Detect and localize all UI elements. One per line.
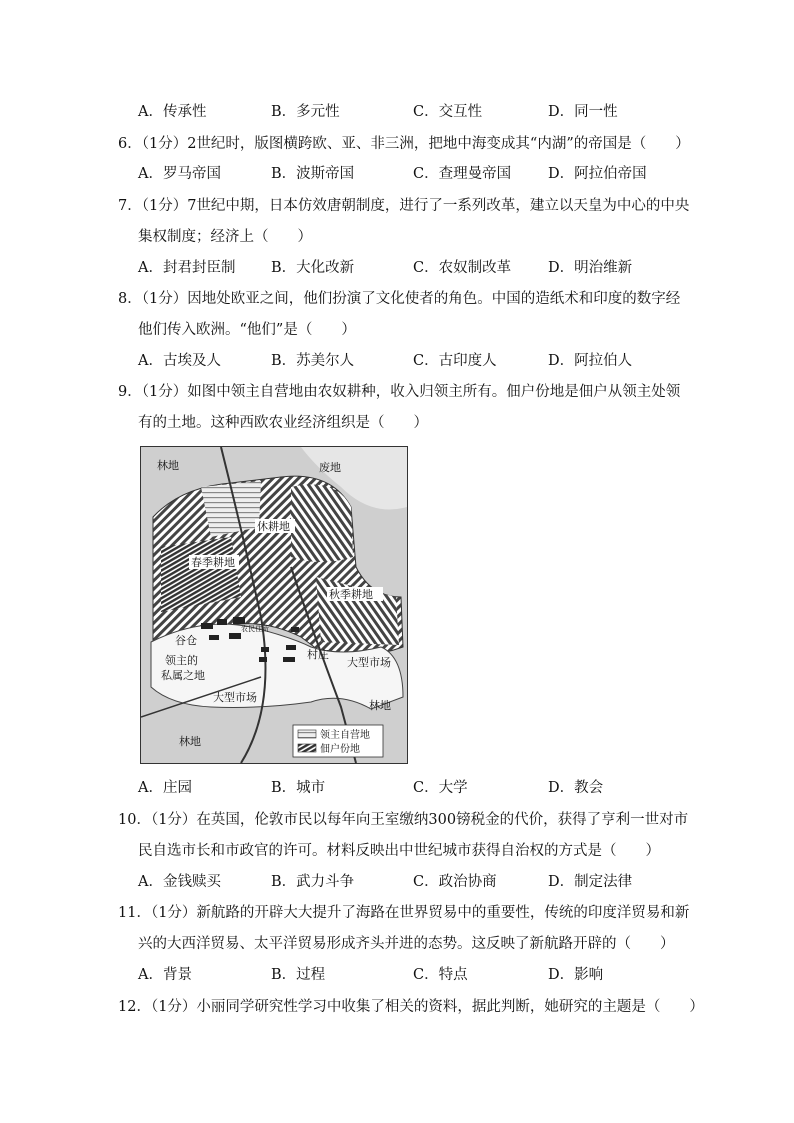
q9-stem-line1: 9．（1分）如图中领主自营地由农奴耕种，收入归领主所有。佃户份地是佃户从领主处领 — [118, 384, 681, 400]
label-market-2: 大型市场 — [213, 691, 257, 704]
q10-stem-line1: 10．（1分）在英国，伦敦市民以每年向王室缴纳300镑税金的代价，获得了亨利一世对市 — [118, 812, 689, 828]
q10-option-a[interactable]: A．金钱赎买 — [138, 874, 221, 890]
q8-option-a[interactable]: A．古埃及人 — [138, 353, 221, 369]
q11-option-d[interactable]: D．影响 — [548, 967, 604, 983]
legend-swatch-tenant — [298, 744, 316, 752]
label-market-1: 大型市场 — [347, 656, 391, 669]
q10-option-d[interactable]: D．制定法律 — [548, 874, 633, 890]
q6-option-d[interactable]: D．阿拉伯帝国 — [548, 166, 647, 182]
q7-stem-line1: 7．（1分）7世纪中期，日本仿效唐朝制度，进行了一系列改革，建立以天皇为中心的中央 — [118, 198, 690, 214]
q11-option-b[interactable]: B．过程 — [271, 967, 326, 983]
q11-stem-line1: 11．（1分）新航路的开辟大大提升了海路在世界贸易中的重要性，传统的印度洋贸易和新 — [118, 905, 690, 921]
label-fallow: 休耕地 — [257, 520, 290, 533]
q10-option-c[interactable]: C．政治协商 — [413, 874, 497, 890]
manor-map — [140, 446, 408, 764]
q10-option-b[interactable]: B．武力斗争 — [271, 874, 355, 890]
label-spring: 春季耕地 — [191, 556, 235, 569]
label-peasant-dwellings: 农民住所 — [241, 625, 269, 633]
q10-stem-line2: 民自选市长和市政官的许可。材料反映出中世纪城市获得自治权的方式是（ ） — [138, 843, 660, 859]
label-village: 村庄 — [307, 648, 329, 661]
q11-option-c[interactable]: C．特点 — [413, 967, 468, 983]
label-forest-1: 林地 — [157, 459, 179, 472]
q8-stem-line1: 8．（1分）因地处欧亚之间，他们扮演了文化使者的角色。中国的造纸术和印度的数字经 — [118, 291, 681, 307]
q8-option-d[interactable]: D．阿拉伯人 — [548, 353, 633, 369]
legend-swatch-demesne — [298, 730, 316, 738]
q7-stem-line2: 集权制度；经济上（ ） — [138, 229, 312, 245]
q9-option-c[interactable]: C．大学 — [413, 780, 468, 796]
label-autumn: 秋季耕地 — [329, 588, 373, 601]
q8-option-b[interactable]: B．苏美尔人 — [271, 353, 355, 369]
q8-option-c[interactable]: C．古印度人 — [413, 353, 497, 369]
q9-option-b[interactable]: B．城市 — [271, 780, 326, 796]
label-wasteland: 废地 — [319, 461, 341, 474]
q9-option-d[interactable]: D．教会 — [548, 780, 604, 796]
q7-option-d[interactable]: D．明治维新 — [548, 260, 633, 276]
q11-option-a[interactable]: A．背景 — [138, 967, 192, 983]
q11-stem-line2: 兴的大西洋贸易、太平洋贸易形成齐头并进的态势。这反映了新航路开辟的（ ） — [138, 936, 675, 952]
q7-option-c[interactable]: C．农奴制改革 — [413, 260, 512, 276]
q6-option-b[interactable]: B．波斯帝国 — [271, 166, 355, 182]
legend-demesne-label: 领主自营地 — [320, 730, 370, 741]
q8-stem-line2: 他们传入欧洲。“他们”是（ ） — [138, 322, 356, 338]
q5-option-b[interactable]: B．多元性 — [271, 104, 340, 120]
q7-option-b[interactable]: B．大化改新 — [271, 260, 355, 276]
q5-option-d[interactable]: D．同一性 — [548, 104, 618, 120]
legend-tenant-label: 佃户份地 — [320, 744, 360, 755]
label-forest-2: 林地 — [369, 699, 391, 712]
q6-stem: 6．（1分）2世纪时，版图横跨欧、亚、非三洲，把地中海变成其“内湖”的帝国是（ ） — [118, 136, 690, 152]
label-forest-3: 林地 — [179, 735, 201, 748]
label-barn: 谷仓 — [175, 634, 197, 647]
q6-option-c[interactable]: C．查理曼帝国 — [413, 166, 512, 182]
q7-option-a[interactable]: A．封君封臣制 — [138, 260, 236, 276]
q9-stem-line2: 有的土地。这种西欧农业经济组织是（ ） — [138, 415, 428, 431]
label-lord-2: 私属之地 — [161, 669, 205, 682]
q5-option-c[interactable]: C．交互性 — [413, 104, 483, 120]
q5-option-a[interactable]: A．传承性 — [138, 104, 207, 120]
manor-map-drawing — [141, 447, 407, 763]
q6-option-a[interactable]: A．罗马帝国 — [138, 166, 221, 182]
q12-stem: 12．（1分）小丽同学研究性学习中收集了相关的资料，据此判断，她研究的主题是（ ） — [118, 999, 704, 1015]
q9-option-a[interactable]: A．庄园 — [138, 780, 192, 796]
label-lord-1: 领主的 — [165, 654, 198, 667]
